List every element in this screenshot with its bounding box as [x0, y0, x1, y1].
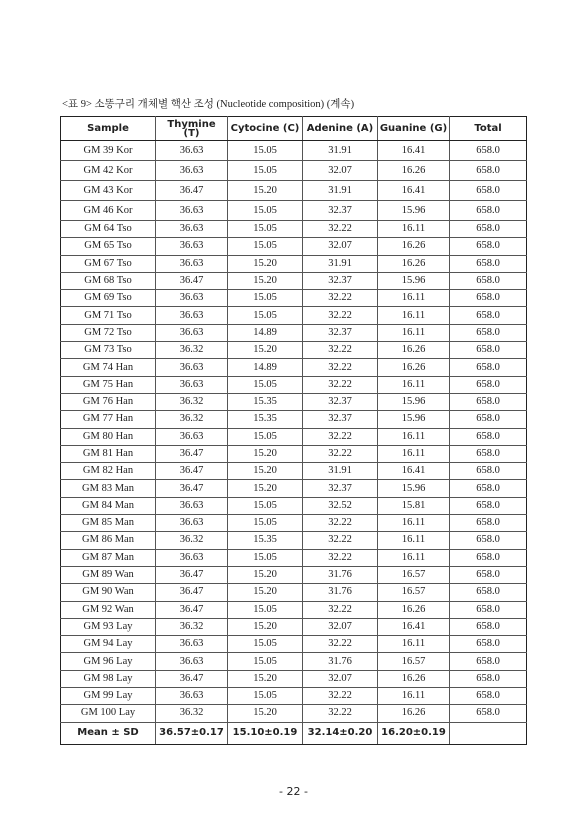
table-row [61, 497, 527, 514]
cell-adenine: 32.22 [303, 636, 378, 653]
cell-adenine: 32.07 [303, 238, 378, 255]
cell-sample: GM 81 Han [61, 445, 156, 462]
header-guanine: Guanine (G) [378, 117, 450, 141]
table-row [61, 463, 527, 480]
cell-guanine: 16.26 [378, 161, 450, 181]
cell-guanine: 16.26 [378, 342, 450, 359]
cell-cytocine: 15.05 [228, 161, 303, 181]
nucleotide-composition-table [60, 116, 527, 745]
cell-cytocine: 15.05 [228, 238, 303, 255]
cell-total: 658.0 [450, 255, 527, 272]
cell-sample: GM 69 Tso [61, 290, 156, 307]
cell-total: 658.0 [450, 463, 527, 480]
table-row [61, 181, 527, 201]
cell-sample: GM 94 Lay [61, 636, 156, 653]
cell-sample: GM 75 Han [61, 376, 156, 393]
cell-adenine: 32.22 [303, 445, 378, 462]
cell-guanine: 15.96 [378, 201, 450, 221]
cell-sample: GM 96 Lay [61, 653, 156, 670]
table-row [61, 480, 527, 497]
cell-total: 658.0 [450, 515, 527, 532]
table-row [61, 201, 527, 221]
cell-guanine: 16.41 [378, 141, 450, 161]
cell-thymine: 36.47 [156, 566, 228, 583]
cell-sample: GM 100 Lay [61, 705, 156, 722]
cell-adenine: 31.91 [303, 181, 378, 201]
cell-adenine: 31.76 [303, 566, 378, 583]
cell-total: 658.0 [450, 201, 527, 221]
cell-cytocine: 15.05 [228, 636, 303, 653]
table-row [61, 670, 527, 687]
cell-total: 658.0 [450, 584, 527, 601]
cell-guanine: 16.57 [378, 653, 450, 670]
cell-sample: GM 87 Man [61, 549, 156, 566]
cell-adenine: 32.37 [303, 272, 378, 289]
cell-total: 658.0 [450, 359, 527, 376]
cell-thymine: 36.63 [156, 161, 228, 181]
cell-adenine: 32.07 [303, 161, 378, 181]
header-total: Total [450, 117, 527, 141]
cell-adenine: 31.76 [303, 584, 378, 601]
cell-guanine: 16.11 [378, 532, 450, 549]
cell-thymine: 36.32 [156, 532, 228, 549]
cell-thymine: 36.32 [156, 342, 228, 359]
cell-cytocine: 14.89 [228, 324, 303, 341]
cell-adenine: 32.22 [303, 532, 378, 549]
cell-total: 658.0 [450, 601, 527, 618]
cell-cytocine: 15.05 [228, 290, 303, 307]
cell-guanine: 16.26 [378, 601, 450, 618]
table-row [61, 161, 527, 181]
header-sample: Sample [61, 117, 156, 141]
cell-adenine: 32.07 [303, 618, 378, 635]
cell-total: 658.0 [450, 618, 527, 635]
cell-sample: GM 43 Kor [61, 181, 156, 201]
table-row [61, 618, 527, 635]
cell-total: 658.0 [450, 705, 527, 722]
cell-cytocine: 15.20 [228, 705, 303, 722]
cell-sample: GM 77 Han [61, 411, 156, 428]
mean-cytocine: 15.10±0.19 [228, 722, 303, 744]
cell-guanine: 16.11 [378, 636, 450, 653]
cell-cytocine: 15.20 [228, 445, 303, 462]
cell-guanine: 16.41 [378, 181, 450, 201]
table-row [61, 255, 527, 272]
cell-guanine: 16.26 [378, 670, 450, 687]
table-caption: <표 9> 소똥구리 개체별 핵산 조성 (Nucleotide composition) (계속) [62, 99, 355, 110]
table-row [61, 221, 527, 238]
cell-sample: GM 73 Tso [61, 342, 156, 359]
table-row [61, 393, 527, 410]
cell-adenine: 32.22 [303, 342, 378, 359]
cell-thymine: 36.47 [156, 181, 228, 201]
cell-thymine: 36.32 [156, 705, 228, 722]
table-row [61, 688, 527, 705]
cell-thymine: 36.63 [156, 653, 228, 670]
cell-adenine: 32.22 [303, 290, 378, 307]
cell-guanine: 16.11 [378, 688, 450, 705]
cell-total: 658.0 [450, 393, 527, 410]
mean-total [450, 722, 527, 744]
mean-guanine: 16.20±0.19 [378, 722, 450, 744]
header-cytocine: Cytocine (C) [228, 117, 303, 141]
cell-thymine: 36.47 [156, 463, 228, 480]
cell-sample: GM 86 Man [61, 532, 156, 549]
cell-thymine: 36.47 [156, 272, 228, 289]
cell-sample: GM 67 Tso [61, 255, 156, 272]
table-row [61, 445, 527, 462]
cell-adenine: 32.22 [303, 428, 378, 445]
cell-cytocine: 15.05 [228, 515, 303, 532]
cell-thymine: 36.63 [156, 221, 228, 238]
cell-total: 658.0 [450, 161, 527, 181]
cell-sample: GM 84 Man [61, 497, 156, 514]
cell-total: 658.0 [450, 342, 527, 359]
cell-total: 658.0 [450, 636, 527, 653]
cell-thymine: 36.32 [156, 393, 228, 410]
cell-adenine: 31.91 [303, 463, 378, 480]
cell-guanine: 15.81 [378, 497, 450, 514]
cell-thymine: 36.63 [156, 324, 228, 341]
cell-cytocine: 15.05 [228, 221, 303, 238]
cell-sample: GM 68 Tso [61, 272, 156, 289]
cell-adenine: 32.07 [303, 670, 378, 687]
cell-guanine: 15.96 [378, 393, 450, 410]
cell-cytocine: 15.35 [228, 393, 303, 410]
cell-cytocine: 14.89 [228, 359, 303, 376]
cell-cytocine: 15.20 [228, 342, 303, 359]
cell-cytocine: 15.05 [228, 549, 303, 566]
cell-total: 658.0 [450, 307, 527, 324]
table-row [61, 532, 527, 549]
cell-cytocine: 15.05 [228, 201, 303, 221]
cell-adenine: 32.22 [303, 688, 378, 705]
cell-guanine: 16.41 [378, 618, 450, 635]
cell-thymine: 36.63 [156, 359, 228, 376]
table-row [61, 342, 527, 359]
cell-cytocine: 15.35 [228, 411, 303, 428]
cell-cytocine: 15.20 [228, 480, 303, 497]
cell-adenine: 32.22 [303, 601, 378, 618]
cell-total: 658.0 [450, 670, 527, 687]
header-thymine-line1: Thymine [167, 118, 216, 130]
table-row [61, 584, 527, 601]
cell-guanine: 16.11 [378, 376, 450, 393]
cell-thymine: 36.63 [156, 688, 228, 705]
cell-cytocine: 15.05 [228, 601, 303, 618]
cell-guanine: 16.11 [378, 515, 450, 532]
table-row [61, 636, 527, 653]
cell-adenine: 32.37 [303, 201, 378, 221]
cell-cytocine: 15.05 [228, 141, 303, 161]
cell-thymine: 36.63 [156, 549, 228, 566]
cell-cytocine: 15.20 [228, 566, 303, 583]
cell-guanine: 16.11 [378, 221, 450, 238]
cell-total: 658.0 [450, 428, 527, 445]
mean-thymine: 36.57±0.17 [156, 722, 228, 744]
cell-sample: GM 92 Wan [61, 601, 156, 618]
cell-thymine: 36.47 [156, 445, 228, 462]
cell-sample: GM 90 Wan [61, 584, 156, 601]
cell-adenine: 32.52 [303, 497, 378, 514]
cell-total: 658.0 [450, 272, 527, 289]
cell-thymine: 36.63 [156, 428, 228, 445]
cell-cytocine: 15.20 [228, 463, 303, 480]
cell-cytocine: 15.20 [228, 670, 303, 687]
cell-total: 658.0 [450, 376, 527, 393]
cell-thymine: 36.63 [156, 290, 228, 307]
cell-thymine: 36.63 [156, 636, 228, 653]
cell-sample: GM 99 Lay [61, 688, 156, 705]
cell-cytocine: 15.20 [228, 618, 303, 635]
cell-adenine: 32.22 [303, 549, 378, 566]
cell-adenine: 32.22 [303, 376, 378, 393]
cell-adenine: 32.37 [303, 393, 378, 410]
cell-adenine: 31.91 [303, 141, 378, 161]
cell-sample: GM 74 Han [61, 359, 156, 376]
cell-total: 658.0 [450, 141, 527, 161]
cell-total: 658.0 [450, 445, 527, 462]
cell-total: 658.0 [450, 532, 527, 549]
cell-total: 658.0 [450, 566, 527, 583]
cell-cytocine: 15.05 [228, 497, 303, 514]
table-row [61, 566, 527, 583]
cell-adenine: 32.37 [303, 411, 378, 428]
cell-adenine: 32.37 [303, 324, 378, 341]
cell-guanine: 16.41 [378, 463, 450, 480]
table-row [61, 653, 527, 670]
cell-thymine: 36.63 [156, 376, 228, 393]
cell-total: 658.0 [450, 290, 527, 307]
cell-total: 658.0 [450, 221, 527, 238]
cell-sample: GM 76 Han [61, 393, 156, 410]
cell-sample: GM 64 Tso [61, 221, 156, 238]
header-thymine [156, 117, 228, 141]
table-row [61, 141, 527, 161]
cell-sample: GM 98 Lay [61, 670, 156, 687]
table-row [61, 359, 527, 376]
cell-sample: GM 89 Wan [61, 566, 156, 583]
cell-cytocine: 15.05 [228, 653, 303, 670]
cell-total: 658.0 [450, 497, 527, 514]
cell-sample: GM 80 Han [61, 428, 156, 445]
cell-guanine: 15.96 [378, 272, 450, 289]
cell-total: 658.0 [450, 653, 527, 670]
cell-total: 658.0 [450, 181, 527, 201]
cell-cytocine: 15.20 [228, 255, 303, 272]
cell-cytocine: 15.05 [228, 428, 303, 445]
cell-guanine: 16.26 [378, 705, 450, 722]
table-row [61, 290, 527, 307]
table-row [61, 272, 527, 289]
cell-guanine: 16.57 [378, 566, 450, 583]
cell-adenine: 32.22 [303, 515, 378, 532]
table-row [61, 601, 527, 618]
cell-cytocine: 15.05 [228, 307, 303, 324]
cell-cytocine: 15.20 [228, 584, 303, 601]
table-row [61, 549, 527, 566]
cell-thymine: 36.63 [156, 497, 228, 514]
mean-adenine: 32.14±0.20 [303, 722, 378, 744]
table-row [61, 428, 527, 445]
cell-sample: GM 93 Lay [61, 618, 156, 635]
cell-total: 658.0 [450, 411, 527, 428]
cell-adenine: 32.37 [303, 480, 378, 497]
cell-guanine: 16.26 [378, 238, 450, 255]
cell-thymine: 36.47 [156, 670, 228, 687]
cell-guanine: 16.11 [378, 428, 450, 445]
mean-sd-label: Mean ± SD [61, 722, 156, 744]
cell-thymine: 36.47 [156, 584, 228, 601]
cell-guanine: 15.96 [378, 411, 450, 428]
cell-guanine: 16.11 [378, 290, 450, 307]
cell-guanine: 16.26 [378, 255, 450, 272]
cell-thymine: 36.32 [156, 618, 228, 635]
table-row [61, 376, 527, 393]
cell-thymine: 36.63 [156, 515, 228, 532]
cell-adenine: 32.22 [303, 359, 378, 376]
cell-sample: GM 85 Man [61, 515, 156, 532]
cell-guanine: 16.11 [378, 324, 450, 341]
cell-sample: GM 83 Man [61, 480, 156, 497]
cell-sample: GM 46 Kor [61, 201, 156, 221]
cell-adenine: 32.22 [303, 705, 378, 722]
cell-adenine: 32.22 [303, 221, 378, 238]
cell-thymine: 36.47 [156, 480, 228, 497]
cell-adenine: 31.91 [303, 255, 378, 272]
cell-total: 658.0 [450, 549, 527, 566]
cell-thymine: 36.32 [156, 411, 228, 428]
cell-guanine: 16.11 [378, 307, 450, 324]
cell-thymine: 36.63 [156, 141, 228, 161]
header-adenine: Adenine (A) [303, 117, 378, 141]
cell-total: 658.0 [450, 324, 527, 341]
cell-guanine: 16.57 [378, 584, 450, 601]
table-row [61, 705, 527, 722]
table-row [61, 238, 527, 255]
table-row [61, 411, 527, 428]
table-row [61, 324, 527, 341]
cell-sample: GM 39 Kor [61, 141, 156, 161]
table-row [61, 515, 527, 532]
cell-total: 658.0 [450, 480, 527, 497]
cell-guanine: 15.96 [378, 480, 450, 497]
cell-guanine: 16.26 [378, 359, 450, 376]
cell-cytocine: 15.20 [228, 272, 303, 289]
cell-total: 658.0 [450, 688, 527, 705]
cell-thymine: 36.63 [156, 201, 228, 221]
cell-sample: GM 71 Tso [61, 307, 156, 324]
cell-sample: GM 65 Tso [61, 238, 156, 255]
mean-sd-row [61, 722, 527, 744]
cell-cytocine: 15.35 [228, 532, 303, 549]
cell-adenine: 31.76 [303, 653, 378, 670]
cell-cytocine: 15.05 [228, 688, 303, 705]
cell-thymine: 36.63 [156, 255, 228, 272]
cell-total: 658.0 [450, 238, 527, 255]
cell-guanine: 16.11 [378, 549, 450, 566]
cell-adenine: 32.22 [303, 307, 378, 324]
header-thymine-line2: (T) [183, 127, 200, 139]
cell-sample: GM 42 Kor [61, 161, 156, 181]
cell-cytocine: 15.20 [228, 181, 303, 201]
header-row [61, 117, 527, 141]
cell-sample: GM 82 Han [61, 463, 156, 480]
cell-guanine: 16.11 [378, 445, 450, 462]
cell-sample: GM 72 Tso [61, 324, 156, 341]
table-row [61, 307, 527, 324]
cell-thymine: 36.63 [156, 307, 228, 324]
cell-thymine: 36.47 [156, 601, 228, 618]
cell-thymine: 36.63 [156, 238, 228, 255]
cell-cytocine: 15.05 [228, 376, 303, 393]
page-number: - 22 - [279, 785, 308, 798]
